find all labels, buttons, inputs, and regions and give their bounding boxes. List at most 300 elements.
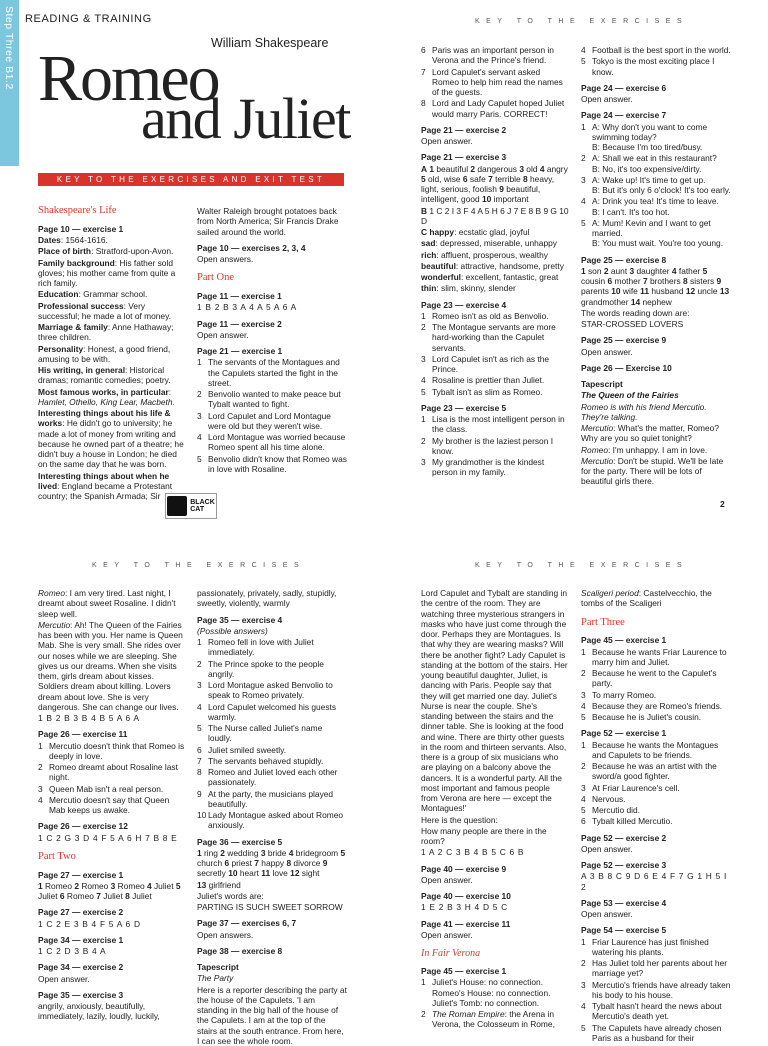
item-number: 3	[421, 457, 426, 467]
item-text: Mercutio's friends have already taken his body to his house.	[592, 980, 730, 1000]
answer-text: 1 ring 2 wedding 3 bride 4 bridegroom 5 church 6 priest 7 happy 8 divorce 9 secretly 10 heart 11 love 12 sight	[197, 848, 347, 879]
exercise-heading: Page 45 — exercise 1	[421, 966, 569, 976]
answer-list	[38, 741, 186, 816]
item-text: Lord and Lady Capulet hoped Juliet would marry Paris. CORRECT!	[432, 98, 564, 118]
item-text: Because he wants Friar Laurence to marry him and Juliet.	[592, 647, 727, 667]
answer-text: sad: depressed, miserable, unhappy	[421, 238, 569, 248]
answer-item	[421, 354, 569, 375]
answer-text: STAR-CROSSED LOVERS	[581, 319, 731, 329]
item-text: Lady Montague asked about Romeo anxiously.	[208, 810, 343, 830]
answer-item	[581, 45, 731, 55]
item-text: Mercutio doesn't think that Romeo is deeply in love.	[49, 741, 184, 761]
item-number: 2	[421, 322, 426, 332]
item-text: A: Wake up! It's time to get up. B: But it's only 6 o'clock! It's too early.	[592, 175, 731, 195]
answer-text: Marriage & family: Anne Hathaway; three children.	[38, 322, 186, 343]
exercise-heading: Page 45 — exercise 1	[581, 635, 731, 645]
answer-item	[581, 980, 731, 1001]
exercise-heading: Page 23 — exercise 4	[421, 300, 569, 310]
answer-text: Family background: His father sold gloves; his mother came from quite a rich family.	[38, 258, 186, 289]
answer-key-line: 1 E 2 B 3 H 4 D 5 C	[421, 902, 569, 912]
answer-key-line: A 3 B 8 C 9 D 6 E 4 F 7 G 1 H 5 I 2	[581, 871, 731, 892]
item-text: Friar Laurence has just finished watering his plants.	[592, 937, 709, 957]
item-text: Paris was an important person in Verona and the Prince's friend.	[432, 45, 554, 65]
item-text: Tybalt killed Mercutio.	[592, 816, 673, 826]
exercise-heading: Page 35 — exercise 4	[197, 615, 347, 625]
answer-item	[421, 375, 569, 385]
item-text: Has Juliet told her parents about her marriage yet?	[592, 958, 727, 978]
answer-text: The Party	[197, 973, 347, 983]
answer-item	[197, 357, 347, 388]
answer-item	[581, 122, 731, 153]
answer-text: Mercutio: Ah! The Queen of the Fairies has been with you. Her name is Queen Mab. She is very small. She rides over our noses while we are sleeping. She gives us our dreams. When she visits them, girls dream about kisses. Soldiers dream about killing. Lovers dream about love. She is very dangerous. She can change our lives.	[38, 620, 186, 712]
item-text: Because he wants the Montagues and Capulets to be friends.	[592, 740, 718, 760]
book-title-line1: Romeo	[38, 46, 219, 112]
answer-item	[421, 98, 569, 119]
item-text: Rosaline is prettier than Juliet.	[432, 375, 544, 385]
exercise-heading: Page 26 — Exercise 10	[581, 363, 731, 373]
answer-item	[581, 761, 731, 782]
exercise-heading: Page 25 — exercise 8	[581, 255, 731, 265]
answer-text: 13 girlfriend	[197, 880, 347, 890]
answer-item	[197, 411, 347, 432]
series-name: READING & TRAINING	[25, 13, 152, 26]
answer-item	[581, 175, 731, 196]
answer-text: Open answer.	[38, 974, 186, 984]
exercise-heading: Page 11 — exercise 2	[197, 319, 347, 329]
answer-text: (Possible answers)	[197, 626, 347, 636]
item-text: Lord Capulet and Lord Montague were old but they weren't wise.	[208, 411, 331, 431]
answer-item	[197, 767, 347, 788]
answer-item	[581, 937, 731, 958]
answer-text: C happy: ecstatic glad, joyful	[421, 227, 569, 237]
answer-text: Place of birth: Stratford-upon-Avon.	[38, 246, 186, 256]
section-heading: Shakespeare's Life	[38, 205, 186, 218]
exercise-heading: Page 21 — exercise 2	[421, 125, 569, 135]
exercise-heading: Page 54 — exercise 5	[581, 925, 731, 935]
answer-text: Open answer.	[581, 844, 731, 854]
answer-item	[581, 1023, 731, 1044]
item-text: At the party, the musicians played beautifully.	[208, 789, 333, 809]
item-text: Romeo fell in love with Juliet immediately.	[208, 637, 314, 657]
item-number: 3	[38, 784, 43, 794]
answer-text: Juliet's words are:	[197, 891, 347, 901]
exercise-heading: Page 10 — exercises 2, 3, 4	[197, 243, 347, 253]
answer-text: His writing, in general: Historical dramas; romantic comedies; poetry.	[38, 365, 186, 386]
item-text: The servants of the Montagues and the Capulets started the fight in the street.	[208, 357, 340, 388]
answer-text: Mercutio: Don't be stupid. We'll be late for the party. There will be lots of beautiful girls there.	[581, 456, 731, 487]
item-text: Romeo dreamt about Rosaline last night.	[49, 762, 178, 782]
answer-item	[581, 805, 731, 815]
answer-item	[581, 56, 731, 77]
answer-text: Walter Raleigh brought potatoes back from North America; Sir Francis Drake sailed around the world.	[197, 206, 347, 237]
item-number: 5	[581, 805, 586, 815]
answer-item	[197, 702, 347, 723]
item-text: Lisa is the most intelligent person in the class.	[432, 414, 565, 434]
answer-item	[421, 45, 569, 66]
answer-item	[581, 668, 731, 689]
bottom-column-2	[197, 587, 347, 1024]
item-text: My brother is the laziest person I know.	[432, 436, 553, 456]
answer-item	[421, 322, 569, 353]
answer-text: Open answer.	[421, 875, 569, 885]
answer-list	[421, 414, 569, 478]
exercise-heading: Page 53 — exercise 4	[581, 898, 731, 908]
item-number: 1	[421, 311, 426, 321]
answer-text: Romeo is with his friend Mercutio. They're talking.	[581, 402, 731, 423]
bottom-column-1	[38, 587, 186, 1024]
answer-item	[197, 454, 347, 475]
item-number: 1	[581, 122, 586, 132]
top-column-2	[197, 205, 347, 490]
answer-item	[197, 389, 347, 410]
item-number: 4	[581, 1001, 586, 1011]
exercise-heading: Page 27 — exercise 1	[38, 870, 186, 880]
answer-text: Open answers.	[197, 254, 347, 264]
item-number: 5	[197, 454, 202, 464]
item-text: Tybalt isn't as slim as Romeo.	[432, 387, 543, 397]
answer-item	[197, 680, 347, 701]
answer-item	[421, 1009, 569, 1030]
answer-key-line: 1 B 2 B 3 A 4 A 5 A 6 A	[197, 302, 347, 312]
answer-text: Professional success: Very successful; he made a lot of money.	[38, 301, 186, 322]
book-title-line2: and Juliet	[141, 90, 350, 148]
exercise-heading: Page 10 — exercise 1	[38, 224, 186, 234]
answer-text: The Queen of the Fairies	[581, 390, 731, 400]
answer-item	[197, 659, 347, 680]
exercise-heading: Page 23 — exercise 5	[421, 403, 569, 413]
answer-item	[197, 637, 347, 658]
item-text: Lord Montague was worried because Romeo spent all his time alone.	[208, 432, 345, 452]
exercise-heading: Tapescript	[581, 379, 731, 389]
item-number: 2	[197, 659, 202, 669]
answer-item	[421, 387, 569, 397]
section-heading: Part Two	[38, 851, 186, 864]
answer-item	[421, 436, 569, 457]
item-number: 1	[421, 414, 426, 424]
answer-list	[197, 637, 347, 831]
item-text: A: Why don't you want to come swimming today? B: Because I'm too tired/busy.	[592, 122, 707, 153]
item-text: The Roman Empire: the Arena in Verona, the Colosseum in Rome,	[432, 1009, 555, 1029]
item-text: The servants behaved stupidly.	[208, 756, 323, 766]
answer-item	[581, 153, 731, 174]
answer-item	[197, 810, 347, 831]
item-number: 6	[421, 45, 426, 55]
answer-list	[421, 45, 569, 119]
answer-text: Education: Grammar school.	[38, 289, 186, 299]
item-number: 3	[581, 690, 586, 700]
item-number: 2	[581, 761, 586, 771]
answer-item	[421, 977, 569, 1008]
bottom-page	[0, 512, 768, 1024]
answer-item	[38, 784, 186, 794]
answer-item	[581, 701, 731, 711]
item-number: 4	[421, 375, 426, 385]
item-text: Juliet's House: no connection. Romeo's House: no connection. Juliet's Tomb: no connection.	[432, 977, 550, 1008]
exercise-heading: Page 38 — exercise 8	[197, 946, 347, 956]
answer-key-line: 1 C 2 G 3 D 4 F 5 A 6 H 7 B 8 E	[38, 833, 186, 843]
item-number: 4	[197, 702, 202, 712]
section-heading: Part One	[197, 272, 347, 285]
item-number: 3	[581, 783, 586, 793]
answer-text: Open answer.	[421, 136, 569, 146]
item-number: 5	[581, 1023, 586, 1033]
page-number: 2	[720, 499, 725, 509]
answer-key-line: 1 A 2 C 3 B 4 B 5 C 6 B	[421, 847, 569, 857]
answer-text: Romeo: I am very tired. Last night, I dreamt about sweet Rosaline. I didn't sleep well.	[38, 588, 186, 619]
answer-text: wonderful: excellent, fantastic, great	[421, 272, 569, 282]
answer-item	[581, 196, 731, 217]
answer-text: beautiful: attractive, handsome, pretty	[421, 261, 569, 271]
item-number: 7	[421, 67, 426, 77]
item-text: Benvolio wanted to make peace but Tybalt wanted to fight.	[208, 389, 341, 409]
item-number: 1	[197, 637, 202, 647]
item-text: My grandmother is the kindest person in my family.	[432, 457, 544, 477]
item-text: Tybalt hasn't heard the news about Mercutio's death yet.	[592, 1001, 722, 1021]
answer-item	[38, 741, 186, 762]
item-text: A: Drink you tea! It's time to leave. B: I can't. It's too hot.	[592, 196, 719, 216]
exercise-heading: Page 52 — exercise 3	[581, 860, 731, 870]
answer-text: Scaligeri period: Castelvecchio, the tombs of the Scaligeri	[581, 588, 731, 609]
answer-key-line: 1 B 2 B 3 B 4 B 5 A 6 A	[38, 713, 186, 723]
running-head-left: KEY TO THE EXERCISES	[92, 562, 305, 571]
item-text: Lord Capulet's servant asked Romeo to help him read the names of the guests.	[432, 67, 563, 98]
answer-text: Open answers.	[197, 930, 347, 940]
answer-text: Open answer.	[581, 347, 731, 357]
answer-list	[581, 937, 731, 1044]
item-text: Because he is Juliet's cousin.	[592, 712, 701, 722]
item-number: 5	[197, 723, 202, 733]
exercise-heading: Page 52 — exercise 1	[581, 728, 731, 738]
item-text: Queen Mab isn't a real person.	[49, 784, 163, 794]
item-number: 7	[197, 756, 202, 766]
answer-text: Dates: 1564-1616.	[38, 235, 186, 245]
item-number: 3	[197, 680, 202, 690]
answer-item	[581, 712, 731, 722]
answer-text: 1 Romeo 2 Romeo 3 Romeo 4 Juliet 5 Juliet 6 Romeo 7 Juliet 8 Juliet	[38, 881, 186, 902]
answer-text: Most famous works, in particular: Hamlet, Othello, King Lear, Macbeth.	[38, 387, 186, 408]
item-number: 3	[581, 175, 586, 185]
answer-text: Here is the question:	[421, 815, 569, 825]
item-text: At Friar Laurence's cell.	[592, 783, 680, 793]
answer-list	[421, 977, 569, 1029]
answer-text: A 1 beautiful 2 dangerous 3 old 4 angry 5 old, wise 6 safe 7 terrible 8 heavy, light, serious, foolish 9 beautiful, intelligent, good 10 important	[421, 164, 569, 205]
item-number: 3	[197, 411, 202, 421]
answer-text: passionately, privately, sadly, stupidly, sweetly, violently, warmly	[197, 588, 347, 609]
item-number: 5	[581, 56, 586, 66]
answer-text: Interesting things about when he lived: England became a Protestant country; the Spanish Armada; Sir	[38, 471, 186, 502]
answer-text: thin: slim, skinny, slender	[421, 283, 569, 293]
item-number: 8	[421, 98, 426, 108]
publisher-logo-text: BLACK CAT	[190, 499, 215, 514]
item-number: 4	[581, 701, 586, 711]
exercise-heading: Page 52 — exercise 2	[581, 833, 731, 843]
answer-text: Lord Capulet and Tybalt are standing in the centre of the room. They are watching three mysterious strangers in masks who have just come through the door. Perhaps they are Montagues. Is that why they are wearing masks? Will there be another fight? Lady Capulet is standing at the bottom of the stairs. Her young beautiful daughter, Juliet, is dancing with Paris. People say that they will get married one day. Juliet's Nurse is near the couple. She's standing between the stairs and the dinner table. She is looking at the food and wine. There are thirty other guests in the room and thirteen servants. Also, there is a group of six musicians who are playing on a balcony above the dancers. It is a wonderful party. All the most important and famous people from Verona are here — except the Montagues!'	[421, 588, 569, 814]
top-column-1	[38, 205, 186, 490]
answer-list	[581, 740, 731, 827]
exercise-heading: Page 11 — exercise 1	[197, 291, 347, 301]
item-number: 8	[197, 767, 202, 777]
exercise-heading: Page 34 — exercise 2	[38, 962, 186, 972]
key-banner: KEY TO THE EXERCISES AND EXIT TEST	[38, 173, 344, 186]
answer-item	[581, 740, 731, 761]
exercise-heading: Page 21 — exercise 3	[421, 152, 569, 162]
item-text: Nervous.	[592, 794, 626, 804]
item-number: 2	[38, 762, 43, 772]
item-number: 1	[197, 357, 202, 367]
item-number: 1	[581, 647, 586, 657]
answer-text: Open answer.	[197, 330, 347, 340]
exercise-heading: Page 41 — exercise 11	[421, 919, 569, 929]
exercise-heading: Page 26 — exercise 11	[38, 729, 186, 739]
item-number: 3	[421, 354, 426, 364]
top-page	[0, 0, 768, 512]
item-number: 9	[197, 789, 202, 799]
exercise-heading: Page 35 — exercise 3	[38, 990, 186, 1000]
item-text: The Capulets have already chosen Paris as a husband for their	[592, 1023, 721, 1043]
section-heading: In Fair Verona	[421, 948, 569, 960]
answer-item	[197, 723, 347, 744]
answer-text: Mercutio: What's the matter, Romeo? Why are you so quiet tonight?	[581, 423, 731, 444]
answer-item	[581, 218, 731, 249]
exercise-heading: Page 24 — exercise 6	[581, 83, 731, 93]
answer-text: B 1 C 2 I 3 F 4 A 5 H 6 J 7 E 8 B 9 G 10 D	[421, 206, 569, 227]
step-level-label: Step Three B1.2	[2, 6, 15, 90]
section-heading: Part Three	[581, 617, 731, 630]
item-text: The Nurse called Juliet's name loudly.	[208, 723, 322, 743]
exercise-heading: Page 24 — exercise 7	[581, 110, 731, 120]
answer-list	[581, 45, 731, 77]
answer-item	[581, 690, 731, 700]
exercise-heading: Page 27 — exercise 2	[38, 907, 186, 917]
bottom-column-3	[421, 587, 569, 1024]
answer-text: PARTING IS SUCH SWEET SORROW	[197, 902, 347, 912]
answer-text: rich: affluent, prosperous, wealthy	[421, 250, 569, 260]
answer-item	[38, 795, 186, 816]
answer-text: angrily, anxiously, beautifully, immediately, lazily, loudly, luckily,	[38, 1001, 186, 1022]
item-number: 3	[581, 980, 586, 990]
step-level-tab	[0, 0, 19, 166]
item-text: A: Mum! Kevin and I want to get married. B: You must wait. You're too young.	[592, 218, 723, 249]
item-number: 2	[421, 1009, 426, 1019]
item-text: Because they are Romeo's friends.	[592, 701, 722, 711]
item-text: The Montague servants are more hard-working than the Capulet servants.	[432, 322, 556, 353]
answer-item	[38, 762, 186, 783]
exercise-heading: Page 37 — exercises 6, 7	[197, 918, 347, 928]
answer-item	[581, 794, 731, 804]
item-text: To marry Romeo.	[592, 690, 656, 700]
answer-key-line: 1 C 2 D 3 B 4 A	[38, 946, 186, 956]
author-name: William Shakespeare	[211, 36, 328, 51]
answer-item	[581, 958, 731, 979]
answer-text: Open answer.	[581, 909, 731, 919]
running-head-right: KEY TO THE EXERCISES	[475, 562, 688, 571]
item-text: Lord Capulet welcomed his guests warmly.	[208, 702, 336, 722]
answer-item	[197, 756, 347, 766]
answer-list	[197, 357, 347, 474]
answer-text: 1 son 2 aunt 3 daughter 4 father 5 cousin 6 mother 7 brothers 8 sisters 9 parents 10 wife 11 husband 12 uncle 13 grandmother 14 nephew	[581, 266, 731, 307]
answer-item	[581, 647, 731, 668]
answer-key-line: 1 C 2 E 3 B 4 F 5 A 6 D	[38, 919, 186, 929]
item-number: 4	[197, 432, 202, 442]
item-number: 2	[581, 153, 586, 163]
item-text: Mercutio doesn't say that Queen Mab keeps us awake.	[49, 795, 169, 815]
item-text: The Prince spoke to the people angrily.	[208, 659, 324, 679]
item-number: 4	[581, 196, 586, 206]
top-column-3	[421, 44, 569, 499]
item-text: Juliet smiled sweetly.	[208, 745, 286, 755]
exercise-heading: Page 25 — exercise 9	[581, 335, 731, 345]
item-number: 2	[581, 958, 586, 968]
item-number: 4	[581, 794, 586, 804]
item-text: Mercutio did.	[592, 805, 640, 815]
item-number: 10	[197, 810, 206, 820]
exercise-heading: Page 40 — exercise 10	[421, 891, 569, 901]
answer-list	[421, 311, 569, 397]
answer-text: The words reading down are:	[581, 308, 731, 318]
item-text: Football is the best sport in the world.	[592, 45, 731, 55]
answer-text: Open answer.	[581, 94, 731, 104]
exercise-heading: Page 36 — exercise 5	[197, 837, 347, 847]
top-column-4	[581, 44, 731, 499]
item-number: 2	[421, 436, 426, 446]
item-number: 5	[421, 387, 426, 397]
item-text: Tokyo is the most exciting place I know.	[592, 56, 714, 76]
item-text: Benvolio didn't know that Romeo was in love with Rosaline.	[208, 454, 347, 474]
item-number: 2	[581, 668, 586, 678]
exercise-heading: Page 21 — exercise 1	[197, 346, 347, 356]
item-number: 6	[197, 745, 202, 755]
item-number: 4	[38, 795, 43, 805]
answer-text: Open answer.	[421, 930, 569, 940]
answer-list	[581, 122, 731, 249]
exercise-heading: Page 26 — exercise 12	[38, 821, 186, 831]
item-number: 5	[581, 712, 586, 722]
answer-item	[197, 745, 347, 755]
bottom-column-4	[581, 587, 731, 1024]
item-number: 1	[421, 977, 426, 987]
answer-text: Interesting things about his life & works: He didn't go to university; he made a lot of money from writing and because he owned part of a theatre; he didn't buy a house in London; he died on the same day that he was born.	[38, 408, 186, 470]
answer-item	[421, 67, 569, 98]
answer-item	[197, 789, 347, 810]
item-number: 6	[581, 816, 586, 826]
running-head: KEY TO THE EXERCISES	[475, 18, 688, 27]
answer-text: Here is a reporter describing the party at the house of the Capulets. 'I am standing in the big hall of the house of the Capulets. I am at the top of the stairs at the south entrance. From here, I can see the whole room.	[197, 985, 347, 1046]
exercise-heading: Tapescript	[197, 962, 347, 972]
answer-item	[197, 432, 347, 453]
answer-item	[581, 783, 731, 793]
item-text: A: Shall we eat in this restaurant? B: No, it's too expensive/dirty.	[592, 153, 717, 173]
item-number: 5	[581, 218, 586, 228]
item-text: Romeo and Juliet loved each other passionately.	[208, 767, 337, 787]
item-text: Because he was an artist with the sword/a good fighter.	[592, 761, 717, 781]
answer-item	[421, 457, 569, 478]
exercise-heading: Page 34 — exercise 1	[38, 935, 186, 945]
answer-text: How many people are there in the room?	[421, 826, 569, 847]
item-text: Lord Montague asked Benvolio to speak to Romeo privately.	[208, 680, 333, 700]
answer-list	[581, 647, 731, 723]
answer-item	[581, 1001, 731, 1022]
item-text: Because he went to the Capulet's party.	[592, 668, 717, 688]
item-number: 1	[581, 937, 586, 947]
answer-text: Personality: Honest, a good friend, amusing to be with.	[38, 344, 186, 365]
item-number: 4	[581, 45, 586, 55]
answer-item	[581, 816, 731, 826]
exercise-heading: Page 40 — exercise 9	[421, 864, 569, 874]
answer-text: Romeo: I'm unhappy. I am in love.	[581, 445, 731, 455]
item-text: Lord Capulet isn't as rich as the Prince.	[432, 354, 549, 374]
item-text: Romeo isn't as old as Benvolio.	[432, 311, 549, 321]
item-number: 1	[581, 740, 586, 750]
